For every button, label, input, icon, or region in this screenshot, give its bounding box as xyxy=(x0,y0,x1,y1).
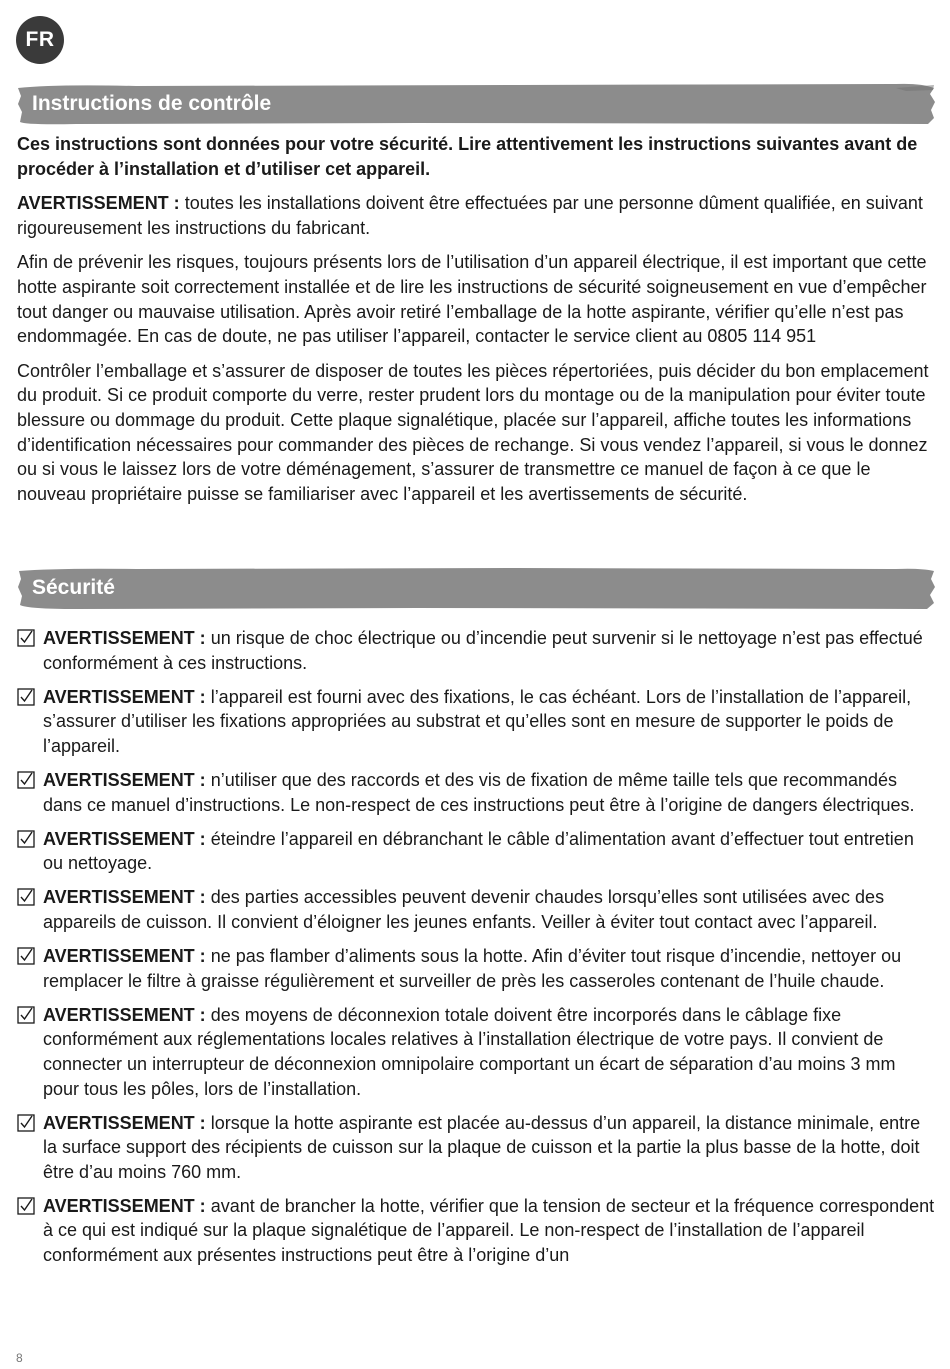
warning-label: AVERTISSEMENT : xyxy=(43,628,206,648)
warning-label: AVERTISSEMENT : xyxy=(43,887,206,908)
warning-text: des parties accessibles peuvent devenir chaudes lorsqu’elles sont utilisées avec des appareils de cuisson. Il convient d’éloigner les jeunes enfants. Veiller à éviter tout contact avec l’appareil. xyxy=(43,887,885,932)
body-paragraph: Afin de prévenir les risques, toujours présents lors de l’utilisation d’un appareil électrique, il est important que cette hotte aspirante soit correctement installée et de lire les instructions de sécurité soigneusement en vue d’empêcher tout danger ou mauvaise utilisation. Après avoir retiré l’emballage de la hotte aspirante, vérifier qu’elle n’est pas endommagée. En cas de doute, ne pas utiliser l’appareil, contacter le service client au 0805 114 951 xyxy=(17,252,927,347)
warning-item xyxy=(17,626,935,675)
checkbox-checked-icon xyxy=(17,1197,35,1215)
warning-text: toutes les installations doivent être effectuées par une personne dûment qualifiée, en suivant rigoureusement les instructions du fabricant. xyxy=(17,193,923,238)
warning-item xyxy=(17,1003,935,1101)
section-title: Instructions de contrôle xyxy=(32,92,272,115)
warning-item xyxy=(17,685,935,759)
warning-item xyxy=(17,827,935,876)
checkbox-checked-icon xyxy=(17,1114,35,1132)
intro-paragraph: Ces instructions sont données pour votre sécurité. Lire attentivement les instructions suivantes avant de procéder à l’installation et d’utiliser cet appareil. xyxy=(17,134,918,179)
warning-label: AVERTISSEMENT : xyxy=(43,828,206,849)
warning-text: un risque de choc électrique ou d’incendie peut survenir si le nettoyage n’est pas effectué conformément à ces instructions. xyxy=(43,628,923,673)
checkbox-checked-icon xyxy=(17,1006,35,1024)
checkbox-checked-icon xyxy=(17,830,35,848)
checkbox-checked-icon xyxy=(17,771,35,789)
warning-label: AVERTISSEMENT : xyxy=(43,1004,206,1025)
warning-text: l’appareil est fourni avec des fixations, le cas échéant. Lors de l’installation de l’appareil, s’assurer d’utiliser les fixations appropriées au substrat et qu’elles sont en mesure de supporter le poids de l’appareil. xyxy=(43,686,912,756)
warning-paragraph xyxy=(17,191,935,240)
section-title: Sécurité xyxy=(32,576,115,599)
warning-text: des moyens de déconnexion totale doivent être incorporés dans le câblage fixe conformément aux réglementations locales relatives à l’installation électrique de votre pays. Il convient de connecter un interrupteur de déconnexion omnipolaire comportant un écart de séparation d’au moins 3 mm pour tous les pôles, lors de l’installation. xyxy=(43,1004,896,1099)
checkbox-checked-icon xyxy=(17,947,35,965)
warning-label: AVERTISSEMENT : xyxy=(43,1195,206,1216)
warning-list xyxy=(17,626,935,1277)
warning-text: n’utiliser que des raccords et des vis de fixation de même taille tels que recommandés dans ce manuel d’instructions. Le non-respect de ces instructions peut être à l’origine de dangers électriques. xyxy=(43,769,915,815)
language-badge: FR xyxy=(16,16,64,64)
section-banner-securite xyxy=(16,566,936,610)
body-paragraph: Contrôler l’emballage et s’assurer de disposer de toutes les pièces répertoriées, puis décider du bon emplacement du produit. Si ce produit comporte du verre, rester prudent lors du montage ou de la manipulation pour éviter toute blessure ou dommage du produit. Cette plaque signalétique, placée sur l’appareil, affiche toutes les informations d’identification nécessaires pour commander des pièces de rechange. Si vous vendez l’appareil, si vous le donnez ou si vous le laissez lors de votre déménagement, s’assurer de transmettre ce manuel de façon à ce que le nouveau propriétaire puisse se familiariser avec l’appareil et les avertissements de sécurité. xyxy=(17,360,929,504)
warning-item xyxy=(17,944,935,993)
checkbox-checked-icon xyxy=(17,688,35,706)
warning-label: AVERTISSEMENT : xyxy=(43,946,206,967)
checkbox-checked-icon xyxy=(17,888,35,906)
banner-brush-shape xyxy=(16,566,936,610)
warning-label: AVERTISSEMENT : xyxy=(17,193,180,214)
section-banner-instructions xyxy=(16,82,936,126)
warning-text: lorsque la hotte aspirante est placée au-dessus d’un appareil, la distance minimale, entre la surface support des récipients de cuisson sur la plaque de cuisson et la partie la plus basse de la hotte, doit être d’au moins 760 mm. xyxy=(43,1112,921,1182)
page-number: 8 xyxy=(16,1351,23,1365)
warning-item xyxy=(17,1194,935,1268)
warning-text: éteindre l’appareil en débranchant le câble d’alimentation avant d’effectuer tout entretien ou nettoyage. xyxy=(43,828,914,874)
warning-item xyxy=(17,1111,935,1185)
warning-label: AVERTISSEMENT : xyxy=(43,769,206,790)
warning-text: ne pas flamber d’aliments sous la hotte. Afin d’éviter tout risque d’incendie, nettoyer ou remplacer le filtre à graisse régulièrement et surveiller de près les casseroles contenant de l’huile chaude. xyxy=(43,946,902,991)
warning-label: AVERTISSEMENT : xyxy=(43,1112,206,1133)
warning-item xyxy=(17,768,935,817)
checkbox-checked-icon xyxy=(17,629,35,647)
warning-item xyxy=(17,885,935,934)
warning-label: AVERTISSEMENT : xyxy=(43,686,206,707)
warning-text: avant de brancher la hotte, vérifier que la tension de secteur et la fréquence correspondent à ce qui est indiqué sur la plaque signalétique de l’appareil. Le non-respect de l’installation de l’appareil conformément aux présentes instructions peut être à l’origine d’un xyxy=(43,1195,935,1266)
section-instructions-body xyxy=(17,132,935,516)
